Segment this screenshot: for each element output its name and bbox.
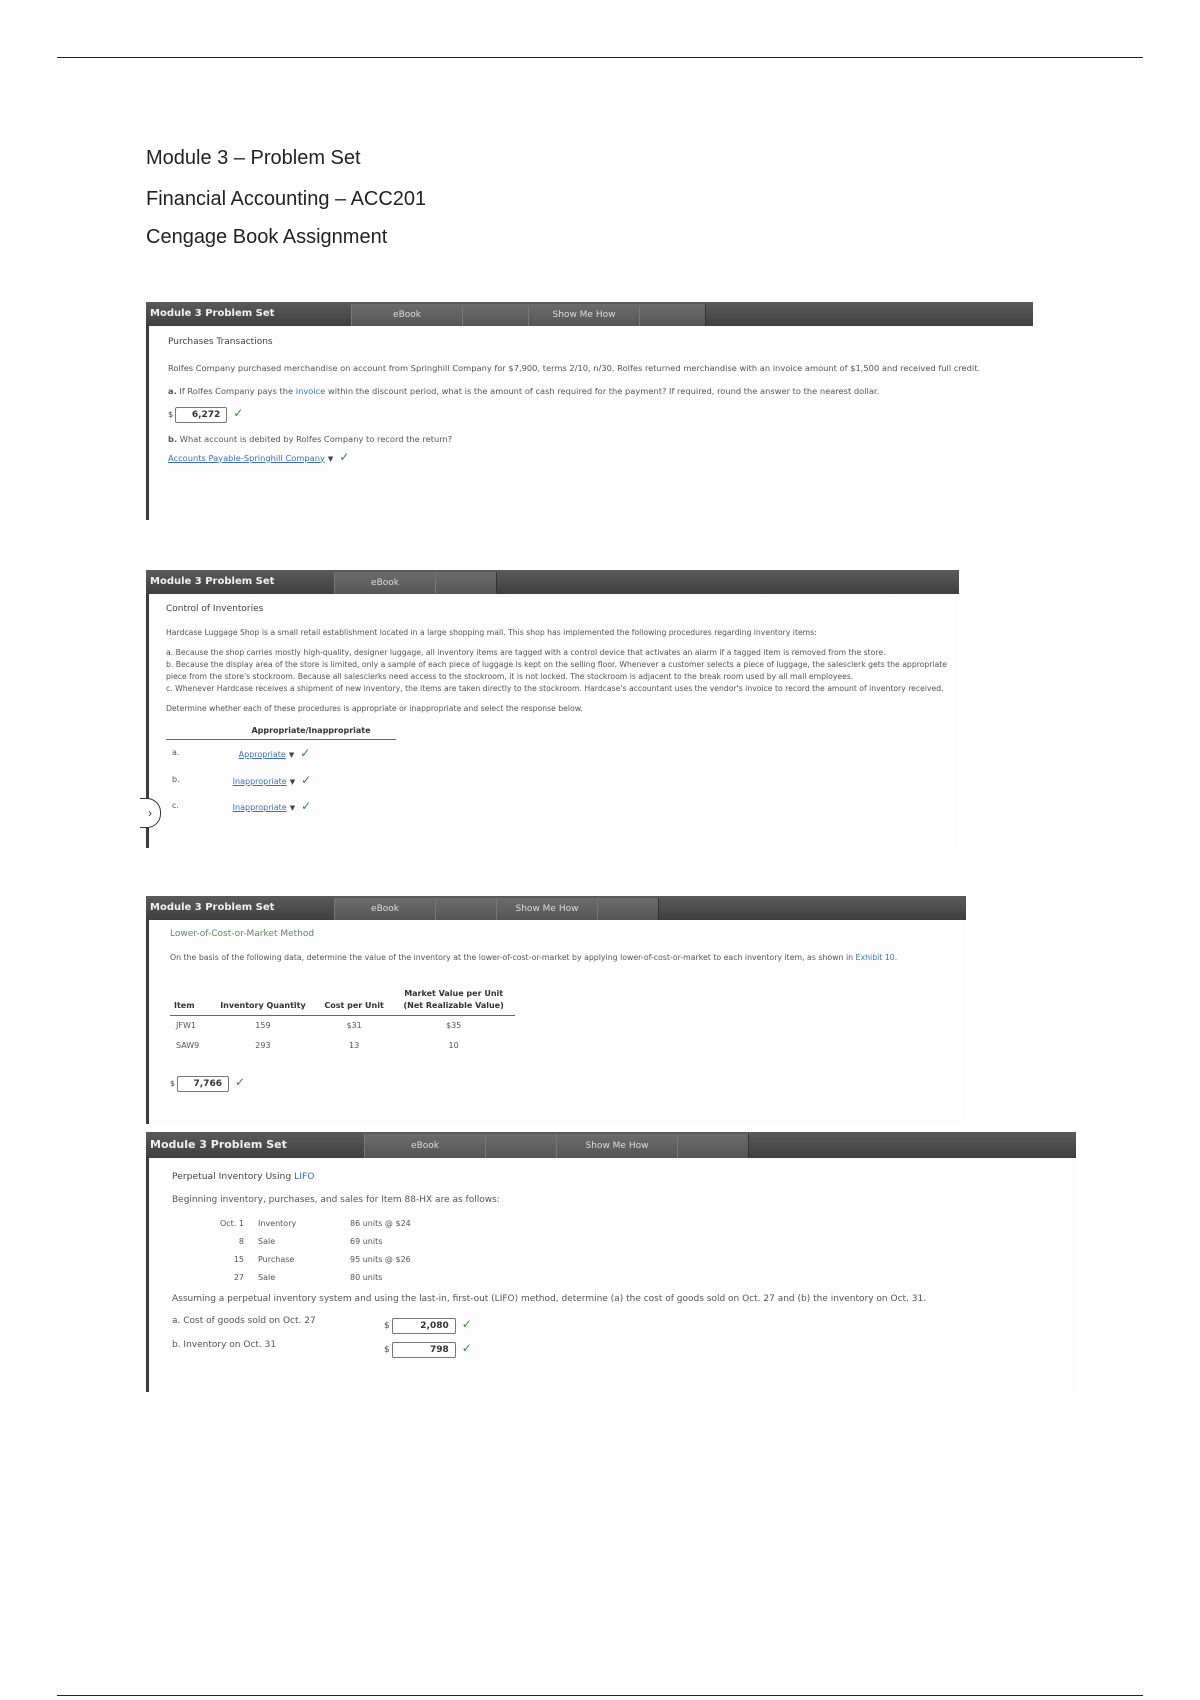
check-icon: ✓ <box>461 1340 472 1355</box>
problem-tab-bar <box>146 302 1033 326</box>
ebook-tab[interactable]: eBook <box>334 572 436 594</box>
answer-input[interactable]: 7,766 <box>177 1076 229 1092</box>
problem-text: Rolfes Company purchased merchandise on account from Springhill Company for $7,900, terms 2/10, n/30. Rolfes returned merchandise with an invoice amount of $1,500 and received full credit. <box>168 362 981 373</box>
answer-table <box>166 723 396 820</box>
chevron-right-icon[interactable]: › <box>140 798 161 828</box>
answer-a-row: a. Cost of goods sold on Oct. 27 $ 2,080 ✓ <box>172 1315 1068 1339</box>
blank-tab-2[interactable] <box>639 304 706 326</box>
module-tab-title: Module 3 Problem Set <box>150 1138 287 1151</box>
ebook-tab[interactable]: eBook <box>351 304 463 326</box>
footer-rule <box>57 1695 1143 1696</box>
answer-row: $ 7,766 ✓ <box>170 1073 958 1092</box>
answer-dropdown-a[interactable]: Appropriate <box>238 749 286 759</box>
instruction-text: Determine whether each of these procedures is appropriate or inappropriate and select the response below. <box>166 703 583 713</box>
lifo-link[interactable]: LIFO <box>294 1171 315 1182</box>
course-title: Financial Accounting – ACC201 <box>146 188 427 210</box>
blank-tab-2[interactable] <box>597 898 659 920</box>
problem-subtitle: Lower-of-Cost-or-Market Method <box>170 929 315 939</box>
inventory-schedule <box>202 1215 417 1287</box>
module-title: Module 3 – Problem Set <box>146 147 361 169</box>
column-header: Inventory Quantity <box>210 986 316 1015</box>
chevron-down-icon[interactable]: ▼ <box>289 777 296 786</box>
answer-b-dropdown[interactable]: Accounts Payable-Springhill Company <box>168 452 325 463</box>
problem-question: Assuming a perpetual inventory system and using the last-in, first-out (LIFO) method, determine (a) the cost of goods sold on Oct. 27 and (b) the inventory on Oct. 31. <box>172 1294 927 1305</box>
column-header: Cost per Unit <box>316 986 392 1015</box>
check-icon: ✓ <box>300 745 311 760</box>
problem-perpetual-inventory-lifo <box>146 1132 1076 1392</box>
answer-dropdown-c[interactable]: Inappropriate <box>232 803 287 813</box>
problem-intro: Beginning inventory, purchases, and sales for Item 88-HX are as follows: <box>172 1194 500 1205</box>
procedure-item-c: c. Whenever Hardcase receives a shipment of new inventory, the items are taken directly to the stockroom. Hardcase's accountant uses the vendor's invoice to record the amount of inventory received. <box>166 683 944 693</box>
table-row: a. Appropriate ▼ ✓ <box>172 745 311 760</box>
procedure-item-a: a. Because the shop carries mostly high-quality, designer luggage, all inventory items are tagged with a control device that activates an alarm if a tagged item is removed from the store. <box>166 647 886 657</box>
column-header: Appropriate/Inappropriate <box>166 723 396 740</box>
check-icon: ✓ <box>234 1074 246 1089</box>
blank-tab[interactable] <box>462 304 529 326</box>
chevron-down-icon[interactable]: ▼ <box>288 750 295 759</box>
problem-subtitle: Control of Inventories <box>166 604 264 614</box>
problem-tab-bar <box>146 1132 1076 1158</box>
table-row: SAW9 293 13 10 <box>176 1041 459 1051</box>
chevron-down-icon[interactable]: ▼ <box>327 454 334 463</box>
table-row: Oct. 1 Inventory 86 units @ $24 <box>219 1219 411 1229</box>
check-icon: ✓ <box>339 449 350 464</box>
exhibit-link[interactable]: Exhibit 10. <box>855 952 898 962</box>
problem-purchases-transactions <box>146 302 1033 520</box>
problem-text: On the basis of the following data, determine the value of the inventory at the lower-of-cost-or-market by applying lower-of-cost-or-market to each inventory item, as shown in Exhibit 10. <box>170 952 898 962</box>
question-a: a. If Rolfes Company pays the invoice within the discount period, what is the amount of cash required for the payment? If required, round the answer to the nearest dollar. <box>168 385 880 396</box>
blank-tab-2[interactable] <box>677 1134 749 1158</box>
answer-b-row <box>168 448 1025 467</box>
inventory-table <box>170 986 515 1057</box>
problem-lower-of-cost-or-market <box>146 896 966 1124</box>
table-row: 27 Sale 80 units <box>233 1273 383 1283</box>
check-icon: ✓ <box>301 799 312 814</box>
answer-b-input[interactable]: 798 <box>392 1342 456 1358</box>
answer-dropdown-b[interactable]: Inappropriate <box>232 776 287 786</box>
chevron-down-icon[interactable]: ▼ <box>289 804 296 813</box>
table-row: 8 Sale 69 units <box>238 1237 383 1247</box>
show-me-how-tab[interactable]: Show Me How <box>556 1134 678 1158</box>
answer-a-row: $ 6,272 ✓ <box>168 404 1025 423</box>
header-rule <box>57 57 1143 58</box>
column-header: Item <box>170 986 210 1015</box>
answer-b-label: b. Inventory on Oct. 31 <box>172 1339 277 1350</box>
table-row: JFW1 159 $31 $35 <box>176 1020 462 1030</box>
check-icon: ✓ <box>233 405 244 420</box>
problem-tab-bar <box>146 570 959 594</box>
answer-a-input[interactable]: 2,080 <box>392 1318 456 1334</box>
blank-tab[interactable] <box>435 572 497 594</box>
module-tab-title: Module 3 Problem Set <box>150 902 275 913</box>
module-tab-title: Module 3 Problem Set <box>150 576 275 587</box>
problem-tab-bar <box>146 896 966 920</box>
table-row: 15 Purchase 95 units @ $26 <box>233 1255 411 1265</box>
column-header: Market Value per Unit (Net Realizable Value) <box>392 986 515 1015</box>
answer-a-input[interactable]: 6,272 <box>175 407 227 423</box>
answer-b-row: b. Inventory on Oct. 31 $ 798 ✓ <box>172 1339 1068 1363</box>
blank-tab[interactable] <box>485 1134 557 1158</box>
problem-intro: Hardcase Luggage Shop is a small retail establishment located in a large shopping mall. This shop has implemented the following procedures regarding inventory items: <box>166 627 817 637</box>
ebook-tab[interactable]: eBook <box>334 898 436 920</box>
problem-control-of-inventories <box>146 570 959 848</box>
check-icon: ✓ <box>461 1316 472 1331</box>
show-me-how-tab[interactable]: Show Me How <box>496 898 598 920</box>
check-icon: ✓ <box>301 772 312 787</box>
problem-subtitle: Purchases Transactions <box>168 337 273 347</box>
procedure-item-b: b. Because the display area of the store is limited, only a sample of each piece of luggage is kept on the selling floor. Whenever a customer selects a piece of luggage, the salesclerk gets the appropriate piece from the store's stockroom. Because all salesclerks need access to the stockroom, it is not locked. The stockroom is adjacent to the break room used by all mall employees. <box>166 659 948 681</box>
module-tab-title: Module 3 Problem Set <box>150 308 275 319</box>
answer-a-label: a. Cost of goods sold on Oct. 27 <box>172 1315 316 1326</box>
ebook-tab[interactable]: eBook <box>364 1134 486 1158</box>
show-me-how-tab[interactable]: Show Me How <box>528 304 640 326</box>
problem-subtitle: Perpetual Inventory Using LIFO <box>172 1171 315 1182</box>
question-b: b. What account is debited by Rolfes Company to record the return? <box>168 433 453 444</box>
invoice-link[interactable]: invoice <box>295 385 326 396</box>
table-row: c. Inappropriate ▼ ✓ <box>172 799 312 814</box>
table-row: b. Inappropriate ▼ ✓ <box>172 772 312 787</box>
blank-tab[interactable] <box>435 898 497 920</box>
assignment-title: Cengage Book Assignment <box>146 226 388 248</box>
